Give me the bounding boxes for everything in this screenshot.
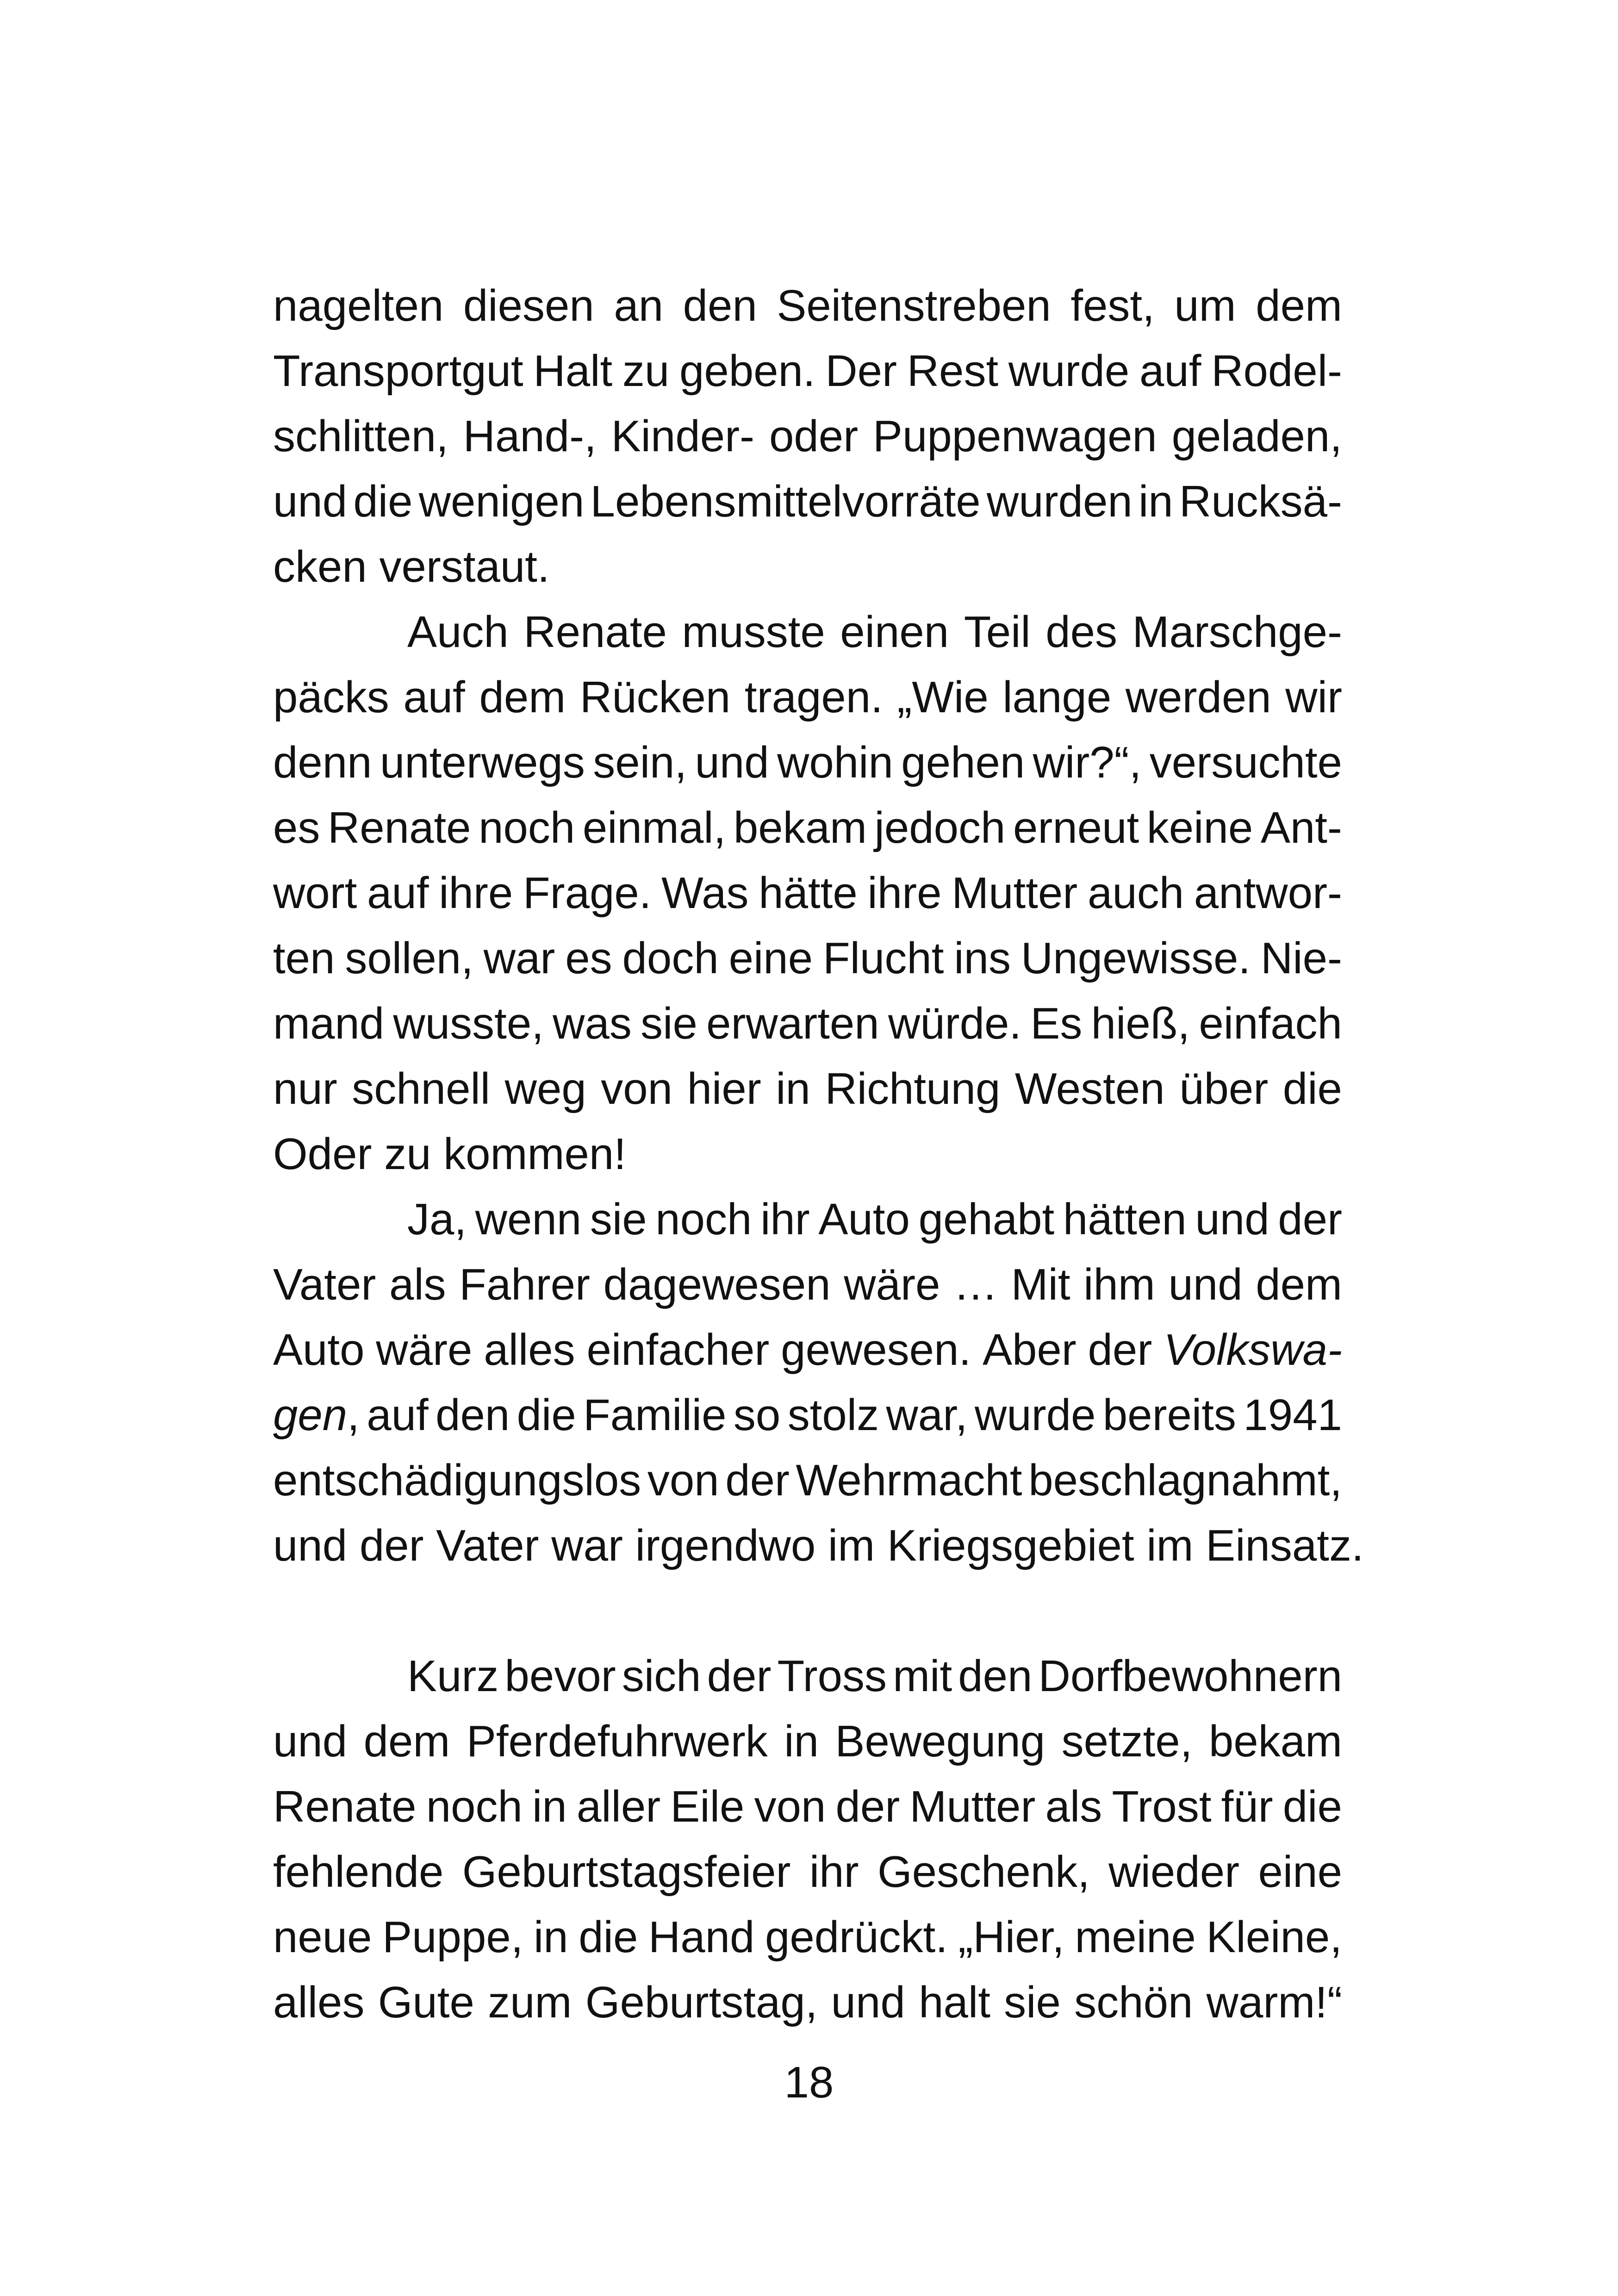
line-text: cken verstaut. [273, 542, 550, 591]
word: bekam [1208, 1717, 1342, 1766]
word: dem [363, 1717, 450, 1766]
word: dem [479, 672, 566, 722]
word: … [953, 1260, 998, 1309]
word: einfacher [586, 1325, 770, 1375]
word: denn [273, 738, 372, 787]
word: von [754, 1782, 826, 1831]
word: gehabt [918, 1195, 1055, 1244]
text-line [273, 730, 1342, 795]
word: wurde [1008, 346, 1130, 396]
word: dem [1256, 1260, 1342, 1309]
word: als [389, 1260, 446, 1309]
word: wir?“, [1033, 738, 1142, 787]
word: bevor [504, 1651, 616, 1701]
word: wurden [986, 477, 1133, 526]
word: sie [1004, 1978, 1061, 2027]
word: auf [1139, 346, 1201, 396]
word: der [835, 1782, 900, 1831]
word: zum [488, 1978, 572, 2027]
word: tragen. [744, 672, 883, 722]
word: wäre [844, 1260, 940, 1309]
text-line [273, 1643, 1342, 1709]
word: einmal, [582, 803, 726, 852]
word: Nie- [1260, 933, 1342, 983]
word: „Hier, [958, 1912, 1064, 1962]
word: Frage. [523, 868, 652, 918]
line-text: und der Vater war irgendwo im Kriegsgebiet im Einsatz. [273, 1521, 1364, 1570]
word: wurde [974, 1390, 1096, 1440]
word: die [1282, 1064, 1342, 1114]
word: Rest [907, 346, 999, 396]
word: dem [1256, 281, 1342, 330]
word: warm!“ [1206, 1978, 1342, 2027]
word: wieder [1108, 1847, 1240, 1897]
word: oder [769, 411, 859, 461]
word: keine [1146, 803, 1253, 852]
word: die [517, 1390, 576, 1440]
word: schön [1074, 1978, 1193, 2027]
text-line [273, 1252, 1342, 1317]
word: sie [590, 1195, 647, 1244]
word: wenigen [418, 477, 585, 526]
word: Geburtstagsfeier [462, 1847, 791, 1897]
word: alles [484, 1325, 575, 1375]
word: Familie [583, 1390, 727, 1440]
word: Ja, [407, 1195, 467, 1244]
word: Ant- [1260, 803, 1342, 852]
word: Renate [327, 803, 471, 852]
word: antwor- [1194, 868, 1342, 918]
word: noch [426, 1782, 523, 1831]
word: bekam [733, 803, 867, 852]
word: Der [825, 346, 897, 396]
word: was [553, 999, 632, 1048]
word: alles [273, 1978, 365, 2027]
text-line [273, 665, 1342, 730]
word: der [1088, 1325, 1152, 1375]
word: Kinder- [611, 411, 755, 461]
word: Eile [670, 1782, 745, 1831]
word: Transportgut [273, 346, 523, 396]
word: Kurz [407, 1651, 499, 1701]
word: würde. [888, 999, 1022, 1048]
word: hier [687, 1064, 761, 1114]
word: den [436, 1390, 510, 1440]
word: entschädigungslos [273, 1456, 641, 1505]
word: die [353, 477, 413, 526]
word: war, [886, 1390, 968, 1440]
text-line [273, 1448, 1342, 1513]
word: unterwegs [380, 738, 585, 787]
word: Mit [1011, 1260, 1070, 1309]
word: Renate [523, 607, 667, 657]
word: es [273, 803, 320, 852]
word: noch [479, 803, 575, 852]
word: und [1168, 1260, 1243, 1309]
text-line [273, 599, 1342, 665]
word: Gute [378, 1978, 474, 2027]
word: bereits [1102, 1390, 1236, 1440]
word: in [784, 1717, 819, 1766]
word: an [614, 281, 664, 330]
word: versuchte [1149, 738, 1342, 787]
word: Halt [533, 346, 613, 396]
word: Dorfbewohnern [1038, 1651, 1342, 1701]
word: den [683, 281, 757, 330]
word: Geburtstag, [585, 1978, 818, 2027]
word: Rucksä- [1179, 477, 1342, 526]
word: über [1179, 1064, 1269, 1114]
word: nagelten [273, 281, 444, 330]
word: meine [1075, 1912, 1196, 1962]
word: „Wie [897, 672, 989, 722]
word: war [483, 933, 555, 983]
word: hätten [1063, 1195, 1187, 1244]
word: fest, [1070, 281, 1155, 330]
word: von [647, 1456, 719, 1505]
word: gehen [901, 738, 1025, 787]
word: Mutter [909, 1782, 1036, 1831]
word: es [565, 933, 612, 983]
paragraph-1 [273, 273, 1342, 599]
word: wir [1285, 672, 1342, 722]
word: Trost [1112, 1782, 1212, 1831]
word: Mutter [952, 868, 1078, 918]
word: der [725, 1456, 790, 1505]
word: wäre [376, 1325, 473, 1375]
word: ihr [760, 1195, 810, 1244]
word: Geschenk, [877, 1847, 1090, 1897]
line-text: Oder zu kommen! [273, 1129, 626, 1179]
text-line [273, 1513, 1364, 1578]
word: aller [576, 1782, 661, 1831]
word: stolz [787, 1390, 879, 1440]
word: Renate [273, 1782, 417, 1831]
text-line [273, 860, 1342, 926]
text-line [273, 1774, 1342, 1839]
page-number: 18 [784, 2058, 834, 2107]
word: Es [1030, 999, 1083, 1048]
word: Westen [1014, 1064, 1165, 1114]
word: lange [1002, 672, 1112, 722]
text-line [273, 1317, 1342, 1382]
word: Auto [273, 1325, 365, 1375]
word: wohin [777, 738, 893, 787]
word: und [273, 1717, 348, 1766]
word: gewesen. [781, 1325, 971, 1375]
word: der [707, 1651, 772, 1701]
word: einfach [1199, 999, 1342, 1048]
word: Auto [818, 1195, 910, 1244]
word: wenn [475, 1195, 582, 1244]
word: hieß, [1091, 999, 1190, 1048]
word: zu [622, 346, 670, 396]
word: ins [954, 933, 1011, 983]
word: gen, [273, 1390, 360, 1440]
body-text [273, 273, 1364, 2035]
text-line [273, 1970, 1342, 2035]
word: halt [919, 1978, 990, 2027]
word: weg [504, 1064, 586, 1114]
word: schnell [352, 1064, 491, 1114]
word: auch [1087, 868, 1184, 918]
word: Vater [273, 1260, 376, 1309]
word: Tross [777, 1651, 887, 1701]
word: ihr [809, 1847, 859, 1897]
text-line [273, 534, 1342, 599]
word: Flucht [822, 933, 944, 983]
text-line [273, 404, 1342, 469]
text-line [273, 926, 1342, 991]
word: von [601, 1064, 673, 1114]
paragraph-4 [273, 1643, 1342, 2035]
word: setzte, [1061, 1717, 1193, 1766]
word: Was [661, 868, 749, 918]
word: Rodel- [1211, 346, 1342, 396]
word: geben. [679, 346, 815, 396]
word: gedrückt. [765, 1912, 948, 1962]
word: noch [655, 1195, 752, 1244]
text-line [273, 1839, 1342, 1904]
word: den [958, 1651, 1033, 1701]
word: geladen, [1171, 411, 1342, 461]
word: des [1045, 607, 1118, 657]
text-line [273, 338, 1342, 404]
word: mit [893, 1651, 952, 1701]
word: Teil [964, 607, 1031, 657]
word: auf [367, 868, 429, 918]
word: ten [273, 933, 335, 983]
word: sich [622, 1651, 701, 1701]
word: Rücken [579, 672, 731, 722]
word: in [532, 1782, 567, 1831]
word: Kleine, [1206, 1912, 1342, 1962]
word: werden [1125, 672, 1271, 722]
paragraph-3 [273, 1187, 1364, 1578]
paragraph-2 [273, 599, 1342, 1187]
word: und [831, 1978, 905, 2027]
word: in [776, 1064, 810, 1114]
word: wort [273, 868, 357, 918]
word: fehlende [273, 1847, 444, 1897]
text-line [273, 1187, 1342, 1252]
word: sein, [593, 738, 687, 787]
word: Lebensmittelvorräte [590, 477, 981, 526]
word: ihre [439, 868, 513, 918]
word: Wehrmacht [796, 1456, 1022, 1505]
word: in [1138, 477, 1173, 526]
word: und [695, 738, 769, 787]
word: päcks [273, 672, 389, 722]
word: und [1195, 1195, 1270, 1244]
text-line [273, 1709, 1342, 1774]
text-line [273, 1121, 1342, 1187]
text-line [273, 795, 1342, 860]
word: Hand [648, 1912, 755, 1962]
word: Volkswa- [1164, 1325, 1342, 1375]
word: nur [273, 1064, 337, 1114]
word: erwarten [706, 999, 879, 1048]
section-break [273, 1578, 1342, 1643]
word: schlitten, [273, 411, 448, 461]
word: Marschge- [1132, 607, 1342, 657]
word: und [273, 477, 348, 526]
text-line [273, 1382, 1342, 1448]
word: die [579, 1912, 638, 1962]
word: diesen [463, 281, 594, 330]
word: so [733, 1390, 781, 1440]
word: Seitenstreben [777, 281, 1051, 330]
word: eine [728, 933, 813, 983]
word: als [1045, 1782, 1102, 1831]
word: Richtung [825, 1064, 1001, 1114]
word: Aber [982, 1325, 1077, 1375]
word: Hand-, [463, 411, 597, 461]
word: in [533, 1912, 568, 1962]
word: sollen, [345, 933, 473, 983]
word: einen [840, 607, 949, 657]
word: Pferdefuhrwerk [466, 1717, 768, 1766]
word: der [1278, 1195, 1342, 1244]
word: musste [682, 607, 825, 657]
word: beschlagnahmt, [1028, 1456, 1342, 1505]
word: Puppe, [382, 1912, 523, 1962]
word: Ungewisse. [1021, 933, 1251, 983]
word: eine [1258, 1847, 1342, 1897]
word: neue [273, 1912, 372, 1962]
word: Auch [407, 607, 509, 657]
word: ihre [867, 868, 942, 918]
text-line [273, 991, 1342, 1056]
word: ihm [1083, 1260, 1155, 1309]
word: 1941 [1243, 1390, 1342, 1440]
text-line [273, 273, 1342, 338]
word: auf [367, 1390, 429, 1440]
word: Puppenwagen [872, 411, 1157, 461]
word: für [1221, 1782, 1273, 1831]
text-line [273, 1056, 1342, 1121]
word: um [1174, 281, 1236, 330]
word: Fahrer [459, 1260, 591, 1309]
word: doch [622, 933, 719, 983]
word: jedoch [874, 803, 1006, 852]
word: erneut [1013, 803, 1139, 852]
word: hätte [759, 868, 858, 918]
word: mand [273, 999, 385, 1048]
text-line [273, 469, 1342, 534]
word: Bewegung [835, 1717, 1045, 1766]
word: die [1282, 1782, 1342, 1831]
word: wusste, [393, 999, 544, 1048]
word: dagewesen [603, 1260, 831, 1309]
word: sie [641, 999, 697, 1048]
word: auf [403, 672, 465, 722]
text-line [273, 1904, 1342, 1970]
